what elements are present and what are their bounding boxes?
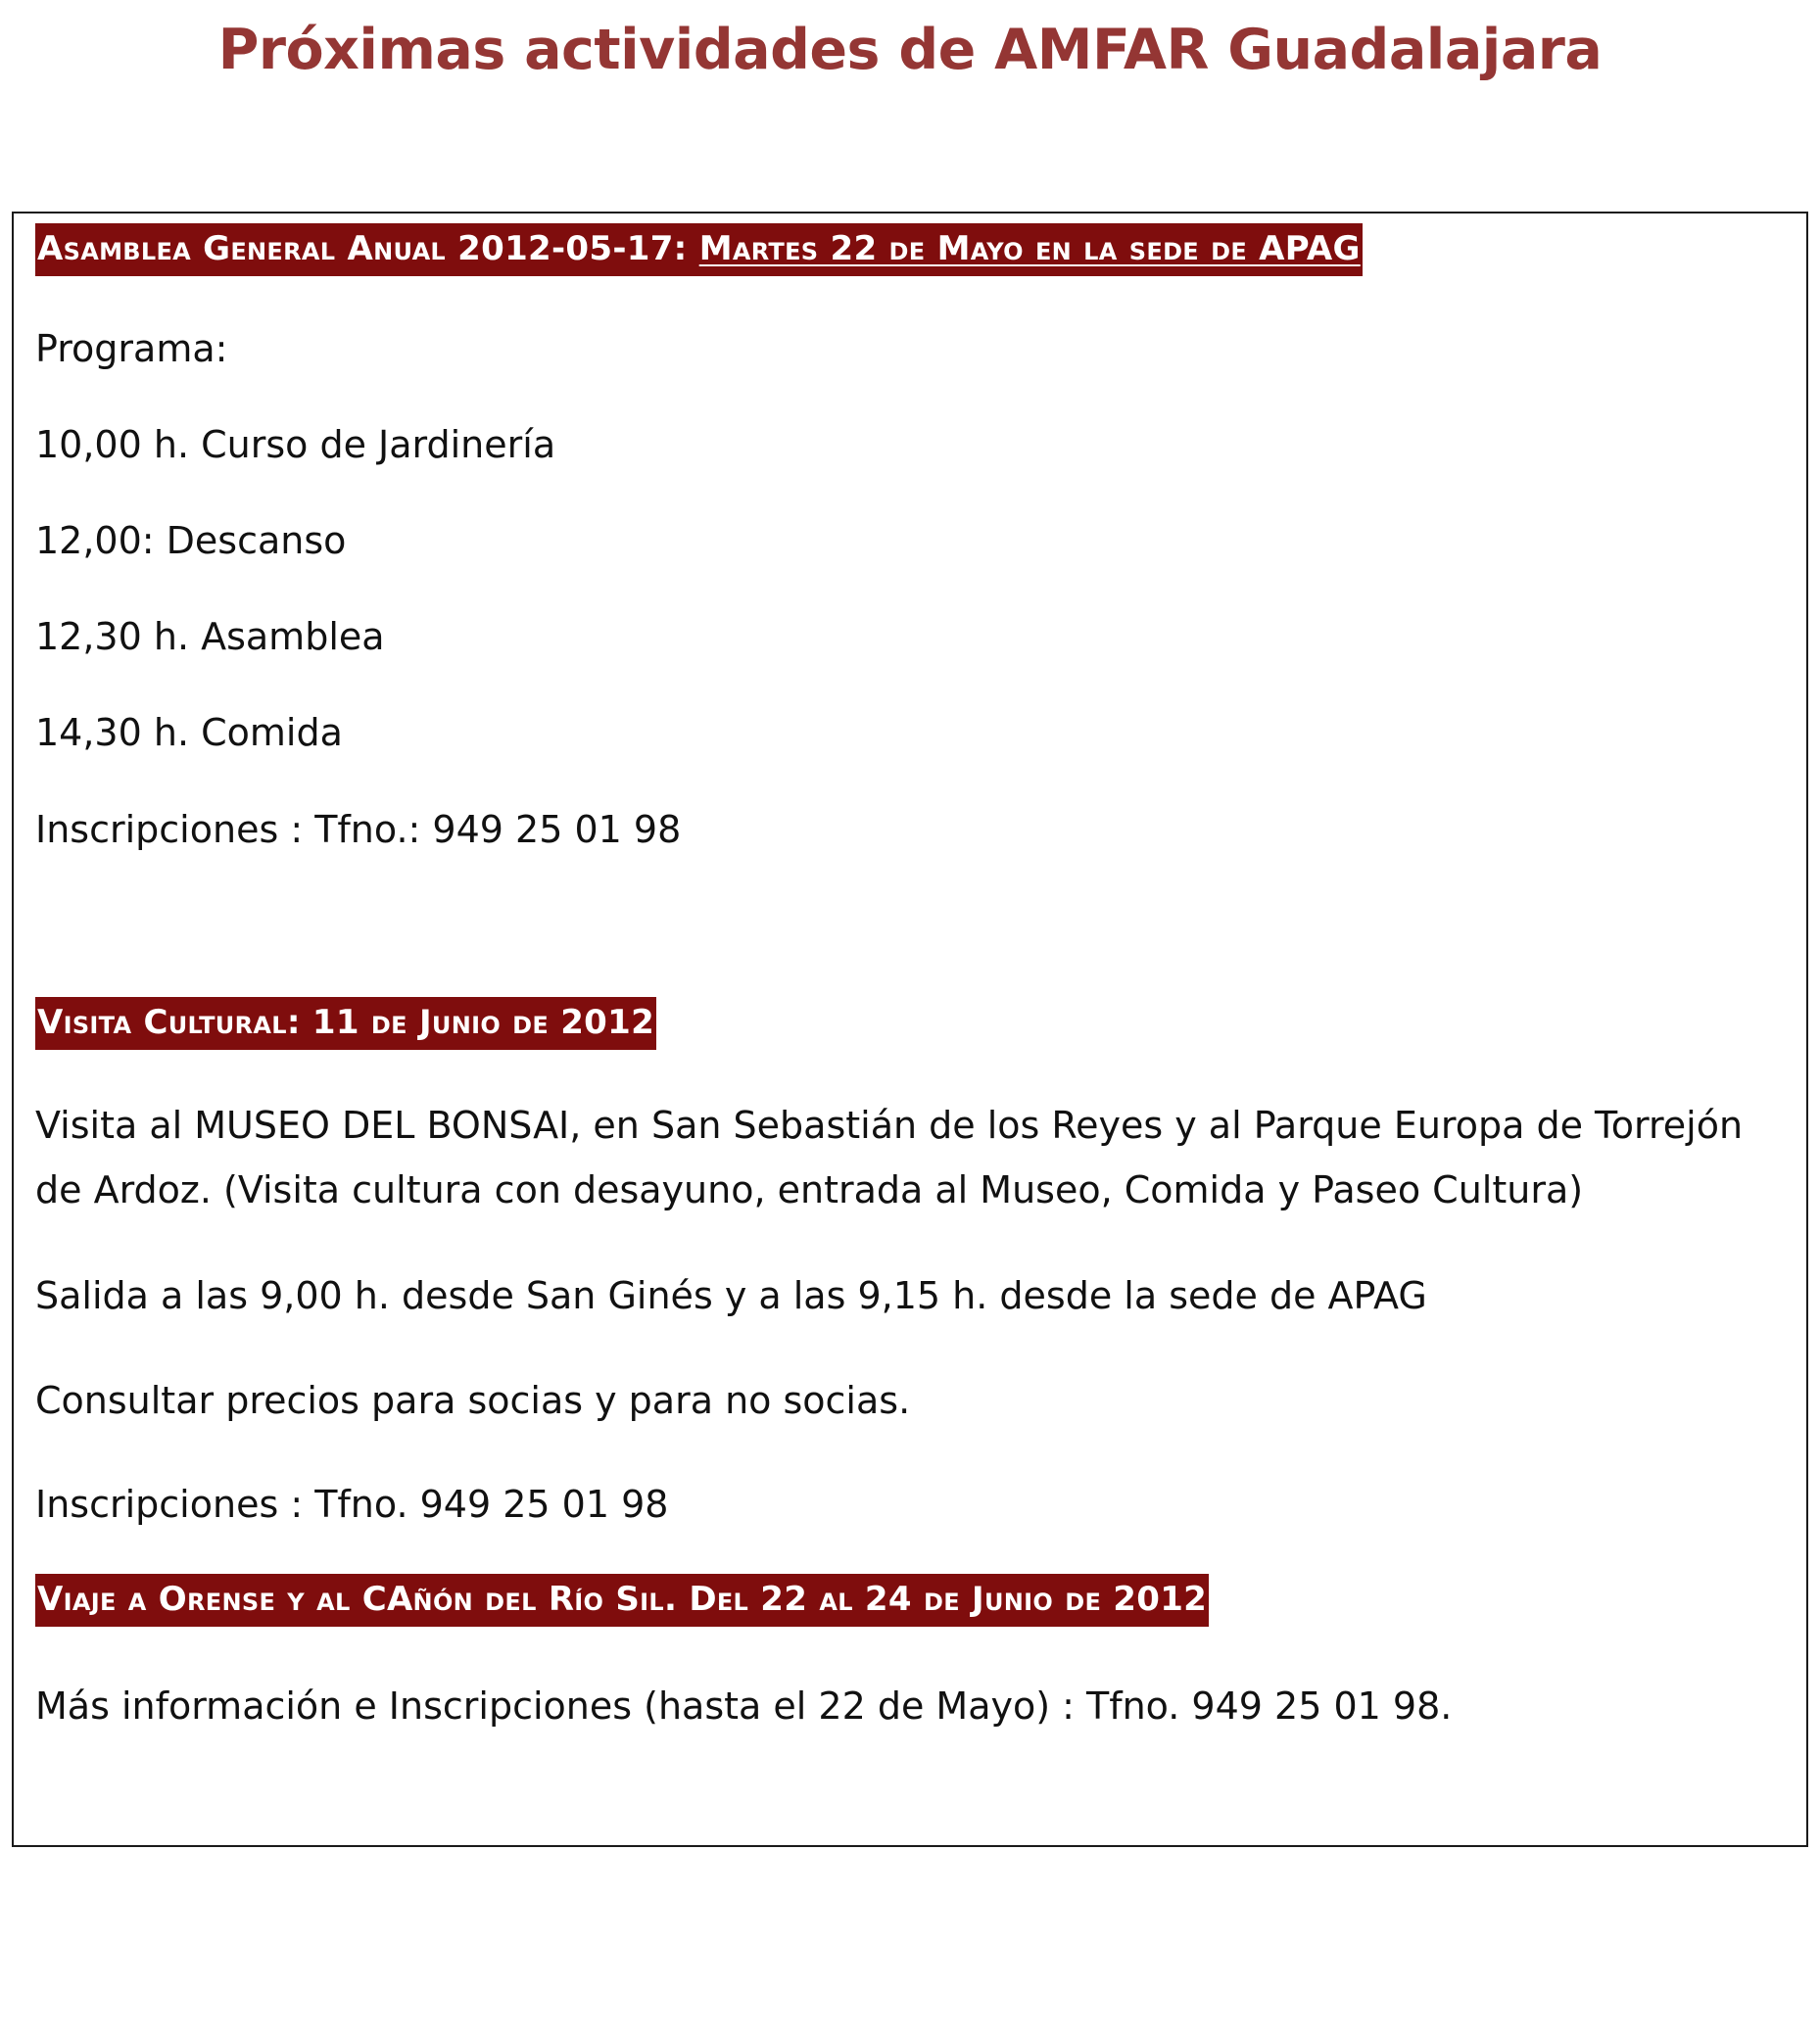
programa-label: Programa: bbox=[35, 327, 228, 370]
heading-asamblea-date: Martes 22 de Mayo en la sede de APAG bbox=[698, 229, 1361, 268]
programa-item: 12,00: Descanso bbox=[35, 519, 347, 562]
inscripciones-visita: Inscripciones : Tfno. 949 25 01 98 bbox=[35, 1483, 669, 1526]
visita-salida: Salida a las 9,00 h. desde San Ginés y a las 9,15 h. desde la sede de APAG bbox=[35, 1274, 1427, 1317]
programa-item: 14,30 h. Comida bbox=[35, 711, 343, 754]
visita-description: Visita al MUSEO DEL BONSAI, en San Sebastián de los Reyes y al Parque Europa de Torrejón de Ardoz. (Visita cultura con desayuno, entrada al Museo, Comida y Paseo Cultura) bbox=[35, 1104, 1744, 1211]
section-heading-visita-cultural: Visita Cultural: 11 de Junio de 2012 bbox=[35, 997, 656, 1050]
page-title: Próximas actividades de AMFAR Guadalajara bbox=[217, 18, 1603, 82]
inscripciones-asamblea: Inscripciones : Tfno.: 949 25 01 98 bbox=[35, 808, 682, 851]
section-heading-asamblea bbox=[35, 223, 1363, 276]
section-heading-viaje-orense: Viaje a Orense y al CAñón del Río Sil. Del 22 al 24 de Junio de 2012 bbox=[35, 1574, 1209, 1627]
heading-asamblea-prefix: Asamblea General Anual 2012-05-17: bbox=[37, 229, 699, 268]
programa-item: 10,00 h. Curso de Jardinería bbox=[35, 423, 556, 466]
viaje-informacion: Más información e Inscripciones (hasta el 22 de Mayo) : Tfno. 949 25 01 98. bbox=[35, 1684, 1453, 1728]
visita-precios: Consultar precios para socias y para no socias. bbox=[35, 1379, 911, 1422]
programa-item: 12,30 h. Asamblea bbox=[35, 615, 385, 658]
